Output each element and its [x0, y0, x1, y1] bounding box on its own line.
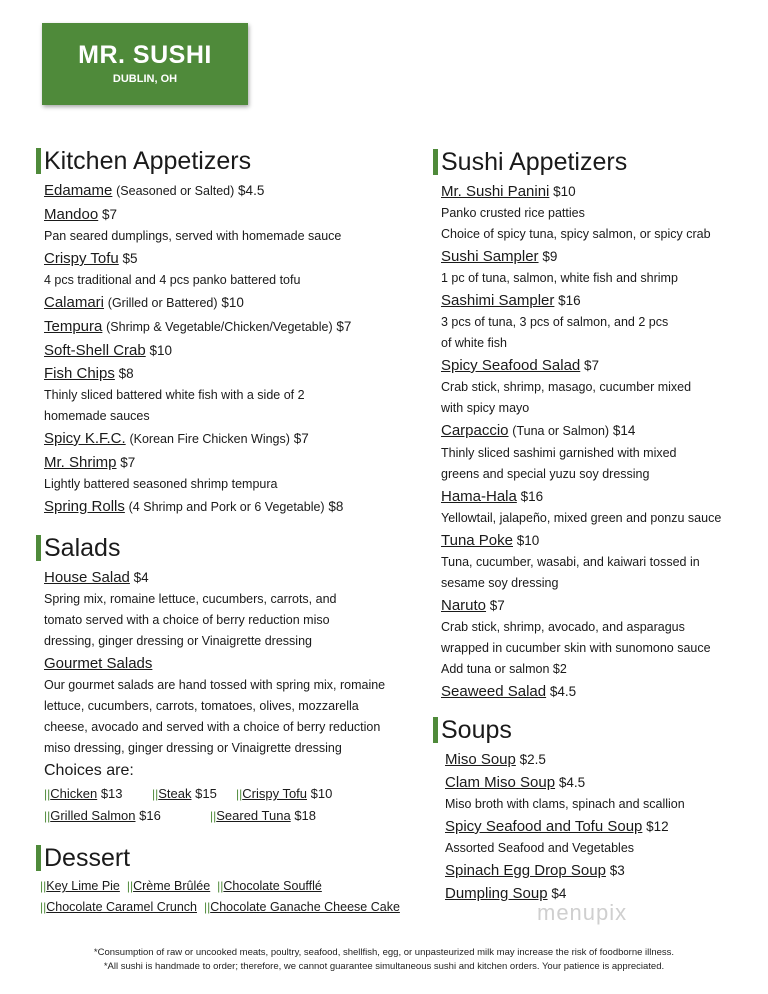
item-desc: tomato served with a choice of berry reduction miso	[44, 613, 330, 627]
choices-label: Choices are:	[44, 762, 134, 779]
menu-item: Soft-Shell Crab $10	[44, 342, 173, 359]
kitchen-title: Kitchen Appetizers	[36, 146, 416, 176]
sushi-list	[433, 180, 763, 703]
salads-list	[36, 566, 416, 827]
watermark: menupix	[537, 900, 628, 925]
item-desc: cheese, avocado and served with a choice of berry reduction	[44, 720, 381, 734]
item-desc: with spicy mayo	[441, 401, 530, 415]
item-desc: wrapped in cucumber skin with sunomono sauce	[441, 641, 711, 655]
item-desc: Pan seared dumplings, served with homemade sauce	[44, 229, 342, 243]
item-desc: homemade sauces	[44, 409, 150, 423]
item-desc: of white fish	[441, 336, 508, 350]
menu-item: Mr. Sushi Panini $10	[441, 183, 576, 200]
footer	[0, 946, 768, 974]
item-desc: Lightly battered seasoned shrimp tempura	[44, 477, 278, 491]
item-desc: 1 pc of tuna, salmon, white fish and shrimp	[441, 271, 678, 285]
item-desc: Crab stick, shrimp, avocado, and asparagus	[441, 620, 685, 634]
menu-item: House Salad $4	[44, 569, 149, 586]
footer-line: *All sushi is handmade to order; therefore, we cannot guarantee simultaneous sushi and kitchen orders. Your patience is appreciated.	[103, 961, 665, 972]
choices-row: ||Chicken $13 ||Steak $15 ||Crispy Tofu $10	[44, 786, 333, 801]
menu-item: Crispy Tofu $5	[44, 250, 138, 267]
menu-item: Spring Rolls (4 Shrimp and Pork or 6 Vegetable) $8	[44, 498, 344, 515]
dessert-title: Dessert	[36, 843, 416, 873]
menu-item: Sashimi Sampler $16	[441, 292, 581, 309]
item-desc: Thinly sliced battered white fish with a side of 2	[44, 388, 305, 402]
menu-item: Clam Miso Soup $4.5	[445, 774, 586, 791]
item-desc: dressing, ginger dressing or Vinaigrette dressing	[44, 634, 312, 648]
menu-item: Gourmet Salads	[44, 655, 153, 672]
salads-title: Salads	[36, 533, 416, 563]
item-desc: miso dressing, ginger dressing or Vinaigrette dressing	[44, 741, 342, 755]
menu-item: Naruto $7	[441, 597, 505, 614]
item-desc: Yellowtail, jalapeño, mixed green and ponzu sauce	[441, 511, 722, 525]
item-desc: 3 pcs of tuna, 3 pcs of salmon, and 2 pcs	[441, 315, 669, 329]
left-column	[36, 146, 416, 918]
menu-item: Edamame (Seasoned or Salted) $4.5	[44, 182, 265, 199]
menu-item: Seaweed Salad $4.5	[441, 683, 577, 700]
menu-item: Tempura (Shrimp & Vegetable/Chicken/Vegetable) $7	[44, 318, 352, 335]
menu-item: Spicy Seafood Salad $7	[441, 357, 600, 374]
menu-item: Carpaccio (Tuna or Salmon) $14	[441, 422, 636, 439]
kitchen-list	[36, 179, 416, 519]
item-desc: Thinly sliced sashimi garnished with mixed	[441, 446, 677, 460]
item-desc: Spring mix, romaine lettuce, cucumbers, carrots, and	[44, 592, 337, 606]
item-desc: lettuce, cucumbers, carrots, tomatoes, olives, mozzarella	[44, 699, 359, 713]
item-desc: Tuna, cucumber, wasabi, and kaiwari tossed in	[441, 555, 700, 569]
logo-block	[42, 23, 248, 105]
sushi-title: Sushi Appetizers	[433, 147, 763, 177]
menu-item: Hama-Hala $16	[441, 488, 544, 505]
soups-list	[433, 748, 763, 905]
item-desc: 4 pcs traditional and 4 pcs panko battered tofu	[44, 273, 301, 287]
menu-item: Spicy Seafood and Tofu Soup $12	[445, 818, 669, 835]
item-desc: Crab stick, shrimp, masago, cucumber mixed	[441, 380, 692, 394]
item-desc: sesame soy dressing	[441, 576, 559, 590]
item-desc: Miso broth with clams, spinach and scallion	[445, 797, 685, 811]
menu-item: Calamari (Grilled or Battered) $10	[44, 294, 244, 311]
menu-item: Spinach Egg Drop Soup $3	[445, 862, 625, 879]
choices-row: ||Grilled Salmon $16 ||Seared Tuna $18	[44, 808, 317, 823]
item-desc: Choice of spicy tuna, spicy salmon, or spicy crab	[441, 227, 711, 241]
menu-item: Fish Chips $8	[44, 365, 134, 382]
menu-item: Sushi Sampler $9	[441, 248, 558, 265]
dessert-row: ||Key Lime Pie ||Crème Brûlée ||Chocolate Soufflé	[40, 879, 322, 893]
footer-line: *Consumption of raw or uncooked meats, poultry, seafood, shellfish, egg, or unpasteurized milk may increase the risk of foodborne illness.	[93, 947, 675, 958]
item-desc: Our gourmet salads are hand tossed with spring mix, romaine	[44, 678, 386, 692]
item-desc: Panko crusted rice patties	[441, 206, 585, 220]
menu-item: Spicy K.F.C. (Korean Fire Chicken Wings) $7	[44, 430, 309, 447]
menu-item: Mandoo $7	[44, 206, 118, 223]
dessert-row: ||Chocolate Caramel Crunch ||Chocolate Ganache Cheese Cake	[40, 900, 400, 914]
brand-location: DUBLIN, OH	[112, 73, 178, 85]
menu-item: Miso Soup $2.5	[445, 751, 546, 768]
soups-title: Soups	[433, 715, 763, 745]
item-desc: Assorted Seafood and Vegetables	[445, 841, 635, 855]
dessert-list	[36, 876, 416, 918]
item-desc: Add tuna or salmon $2	[441, 662, 567, 676]
menu-item: Mr. Shrimp $7	[44, 454, 136, 471]
item-desc: greens and special yuzu soy dressing	[441, 467, 650, 481]
menu-item: Dumpling Soup $4	[445, 885, 567, 902]
menu-item: Tuna Poke $10	[441, 532, 540, 549]
right-column	[433, 147, 763, 905]
brand-name: MR. SUSHI	[78, 41, 212, 69]
